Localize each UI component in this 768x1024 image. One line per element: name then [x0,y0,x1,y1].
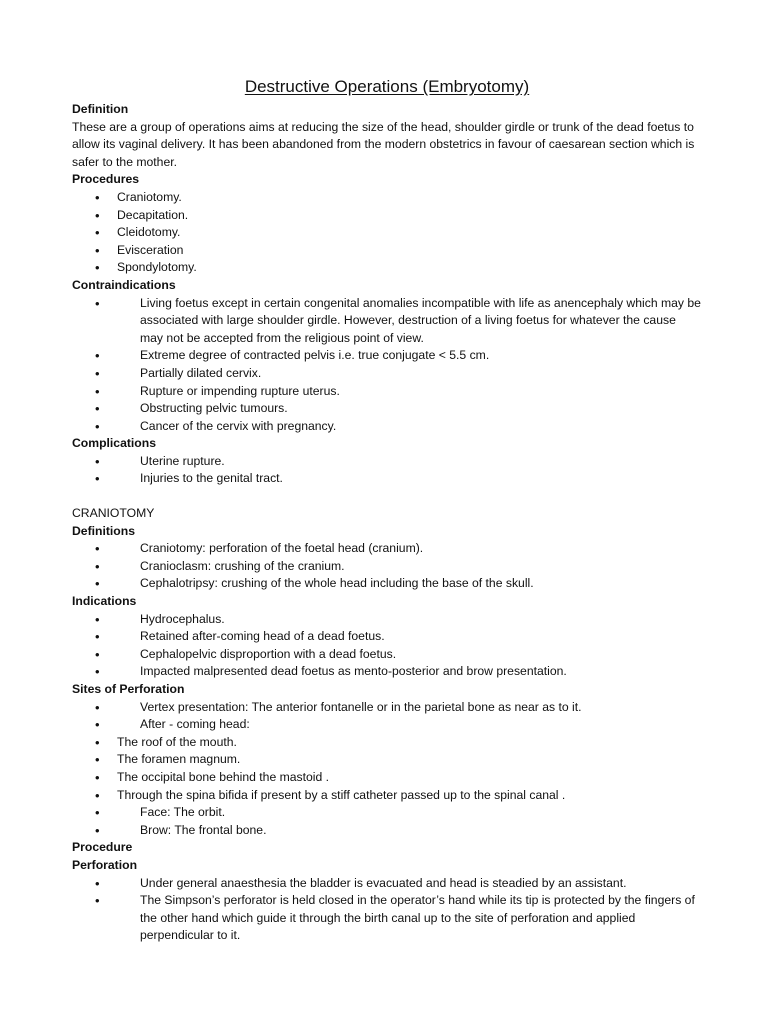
document-page [72,76,702,945]
list-item: • Cephalotripsy: crushing of the whole head including the base of the skull. [72,575,702,593]
list-item: • Living foetus except in certain congenital anomalies incompatible with life as anencephaly which may be associated with large shoulder girdle. However, destruction of a living foetus for whatever the cause may not be accepted from the religious point of view. [72,295,702,348]
list-item: • Through the spina bifida if present by a stiff catheter passed up to the spinal canal . [72,787,702,805]
list-item: • Vertex presentation: The anterior fontanelle or in the parietal bone as near as to it. [72,699,702,717]
procedures-list [72,189,702,277]
list-item: • Partially dilated cervix. [72,365,702,383]
list-item: • Injuries to the genital tract. [72,470,702,488]
sites-heading: Sites of Perforation [72,682,185,696]
list-item: • Craniotomy. [72,189,702,207]
list-item: • After - coming head: [72,716,702,734]
list-item: • The Simpson’s perforator is held closed in the operator’s hand while its tip is protected by the fingers of the other hand which guide it through the birth canal up to the site of perforation and applied perpendicular to it. [72,892,702,945]
perforation-heading: Perforation [72,857,138,872]
list-item: • Impacted malpresented dead foetus as mento-posterior and brow presentation. [72,663,702,681]
list-item: • Hydrocephalus. [72,611,702,629]
craniotomy-title: CRANIOTOMY [72,506,155,521]
list-item: • Evisceration [72,242,702,260]
list-item: • Spondylotomy. [72,259,702,277]
list-item: • Extreme degree of contracted pelvis i.e. true conjugate < 5.5 cm. [72,347,702,365]
contraindications-heading: Contraindications [72,277,176,292]
complications-list [72,453,702,488]
procedures-heading: Procedures [72,172,140,187]
procedure-heading: Procedure [72,840,133,855]
list-item: • Face: The orbit. [72,804,702,822]
indications-list [72,611,702,681]
list-item: • Under general anaesthesia the bladder is evacuated and head is steadied by an assistant. [72,875,702,893]
list-item: • Brow: The frontal bone. [72,822,702,840]
list-item: • Retained after-coming head of a dead foetus. [72,628,702,646]
list-item: • The occipital bone behind the mastoid . [72,769,702,787]
contraindications-list [72,295,702,436]
list-item: • Cleidotomy. [72,224,702,242]
list-item: • Cranioclasm: crushing of the cranium. [72,558,702,576]
list-item: • Uterine rupture. [72,453,702,471]
indications-heading: Indications [72,594,137,609]
list-item: • Craniotomy: perforation of the foetal head (cranium). [72,540,702,558]
perforation-list [72,875,702,945]
section-spacer [72,488,702,505]
complications-heading: Complications [72,436,156,451]
list-item: • The foramen magnum. [72,751,702,769]
list-item: • The roof of the mouth. [72,734,702,752]
list-item: • Decapitation. [72,207,702,225]
sites-list [72,699,702,840]
definitions-list [72,540,702,593]
definitions-heading: Definitions [72,523,135,538]
definition-heading: Definition [72,102,129,116]
list-item: • Cancer of the cervix with pregnancy. [72,418,702,436]
definition-text: These are a group of operations aims at reducing the size of the head, shoulder girdle or trunk of the dead foetus to allow its vaginal delivery. It has been abandoned from the modern obstetrics in favour of caesarean section which is safer to the mother. [72,119,695,169]
list-item: • Rupture or impending rupture uterus. [72,383,702,401]
list-item: • Cephalopelvic disproportion with a dead foetus. [72,646,702,664]
list-item: • Obstructing pelvic tumours. [72,400,702,418]
document-title: Destructive Operations (Embryotomy) [244,77,530,96]
